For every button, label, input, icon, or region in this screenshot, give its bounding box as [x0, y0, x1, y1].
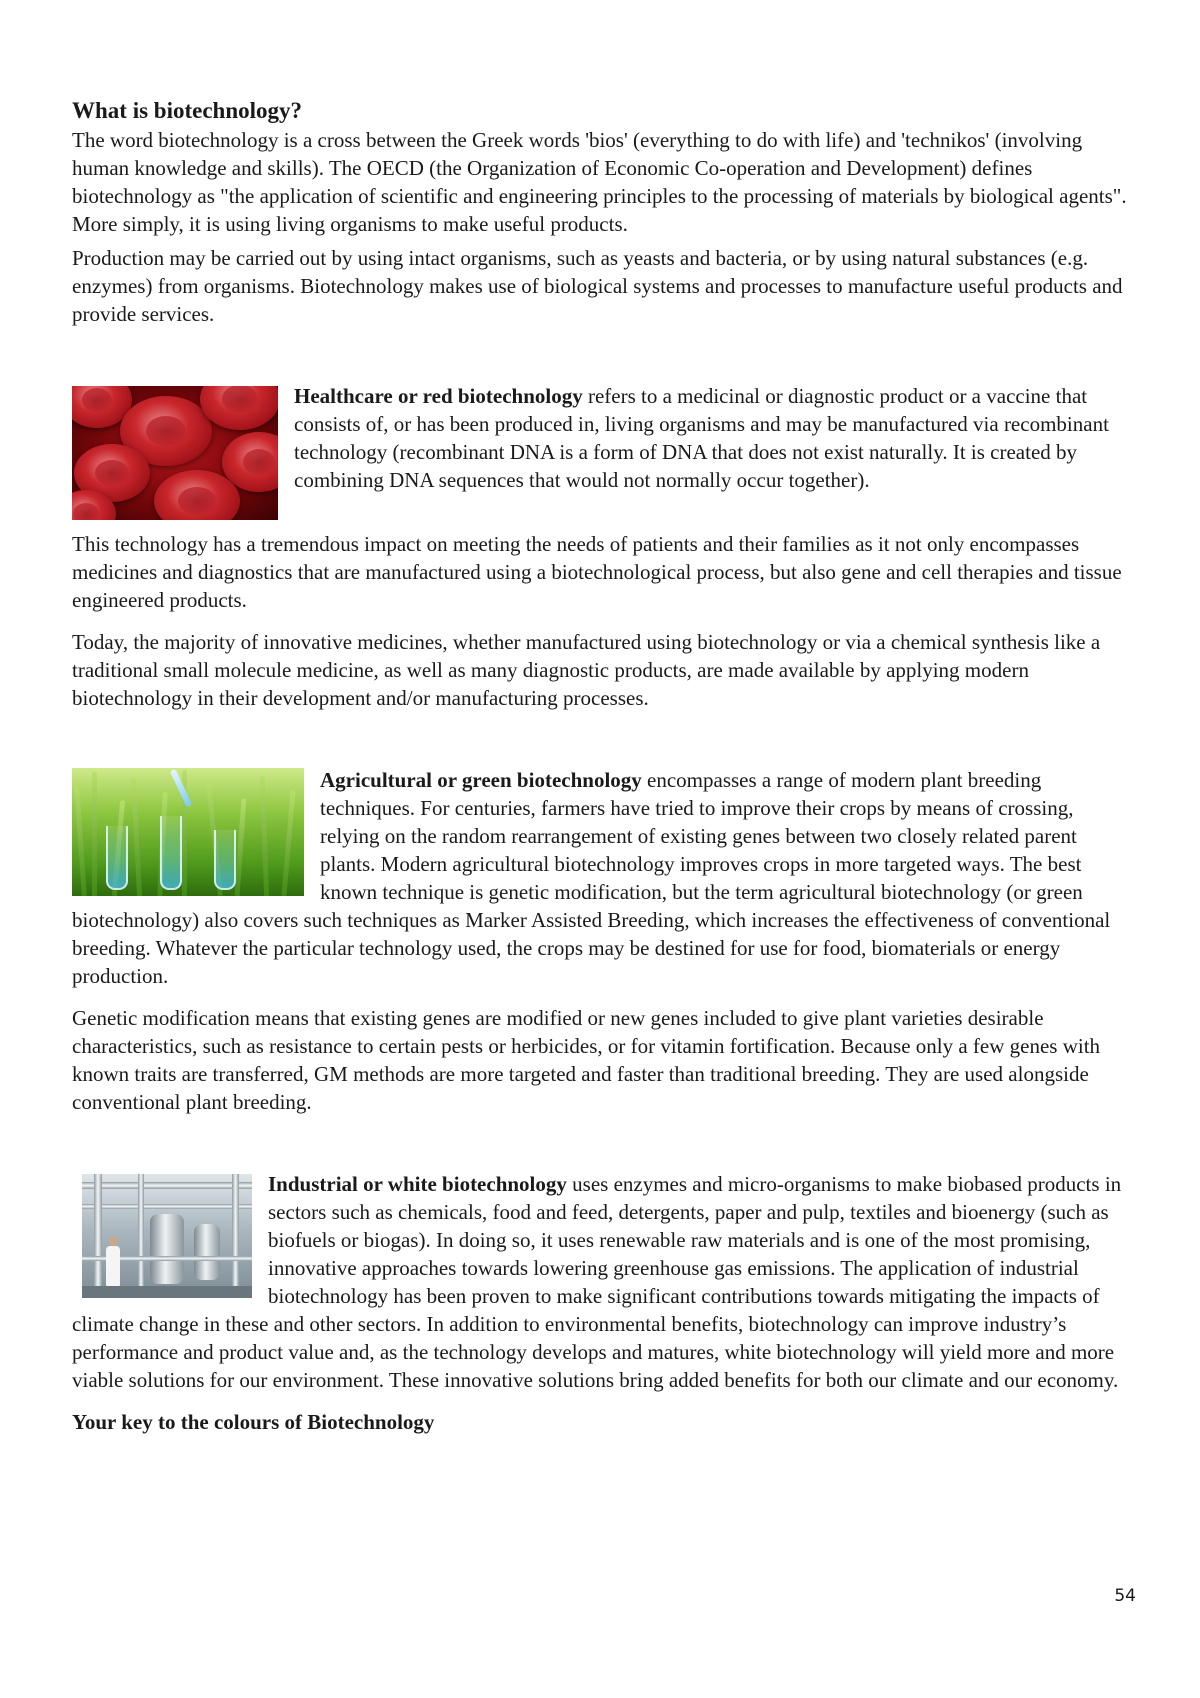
industrial-plant-image [82, 1174, 252, 1298]
red-paragraph-2: This technology has a tremendous impact on meeting the needs of patients and their families as it not only encompasses medicines and diagnostics that are manufactured using a biotechnological process, but also gene and cell therapies and tissue engineered products. [72, 532, 1122, 612]
green-section [72, 766, 1134, 1116]
green-lead: Agricultural or green biotechnology [320, 768, 642, 792]
white-text: uses enzymes and micro-organisms to make biobased products in sectors such as chemicals, food and feed, detergents, paper and pulp, textiles and bioenergy (such as biofuels or biogas). In doing so, it uses renewable raw materials and is one of the most promising, innovative approaches towards lowering greenhouse gas emissions. The application of industrial biotechnology has been proven to make significant contributions towards mitigating the impacts of climate change in these and other sectors. In addition to environmental benefits, biotechnology can improve industry’s performance and product value and, as the technology develops and matures, white biotechnology will yield more and more viable solutions for our environment. These innovative solutions bring added benefits for both our climate and our economy. [72, 1172, 1122, 1392]
page-number: 54 [1114, 1586, 1136, 1606]
red-lead: Healthcare or red biotechnology [294, 384, 583, 408]
document-page [72, 96, 1134, 1436]
red-text: refers to a medicinal or diagnostic product or a vaccine that consists of, or has been produced in, living organisms and may be manufactured via recombinant technology (recombinant DNA is a form of DNA that does not exist naturally. It is created by combining DNA sequences that would not normally occur together). [294, 384, 1109, 492]
green-paragraph-2: Genetic modification means that existing genes are modified or new genes included to give plant varieties desirable characteristics, such as resistance to certain pests or herbicides, or for vitamin fortification. Because only a few genes with known traits are transferred, GM methods are more targeted and faster than traditional breeding. They are used alongside conventional plant breeding. [72, 1006, 1101, 1114]
intro-paragraph-1: The word biotechnology is a cross between the Greek words 'bios' (everything to do with life) and 'technikos' (involving human knowledge and skills). The OECD (the Organization of Economic Co-operation and Development) defines biotechnology as "the application of scientific and engineering principles to the processing of materials by biological agents". More simply, it is using living organisms to make useful products. [72, 128, 1127, 236]
green-test-tubes-image [72, 768, 304, 896]
red-blood-cells-image [72, 386, 278, 520]
page-title: What is biotechnology? [72, 98, 303, 123]
green-text: encompasses a range of modern plant breeding techniques. For centuries, farmers have tried to improve their crops by means of crossing, relying on the random rearrangement of existing genes between two closely related parent plants. Modern agricultural biotechnology improves crops in more targeted ways. The best known technique is genetic modification, but the term agricultural biotechnology (or green biotechnology) also covers such techniques as Marker Assisted Breeding, which increases the effectiveness of conventional breeding. Whatever the particular technology used, the crops may be destined for use for food, biomaterials or energy production. [72, 768, 1111, 988]
intro-paragraph-2: Production may be carried out by using intact organisms, such as yeasts and bacteria, or by using natural substances (e.g. enzymes) from organisms. Biotechnology makes use of biological systems and processes to manufacture useful products and provide services. [72, 246, 1123, 326]
key-heading: Your key to the colours of Biotechnology [72, 1410, 435, 1434]
red-section [72, 382, 1134, 712]
red-paragraph-3: Today, the majority of innovative medicines, whether manufactured using biotechnology or via a chemical synthesis like a traditional small molecule medicine, as well as many diagnostic products, are made available by applying modern biotechnology in their development and/or manufacturing processes. [72, 630, 1101, 710]
white-section [72, 1170, 1134, 1436]
white-lead: Industrial or white biotechnology [268, 1172, 567, 1196]
